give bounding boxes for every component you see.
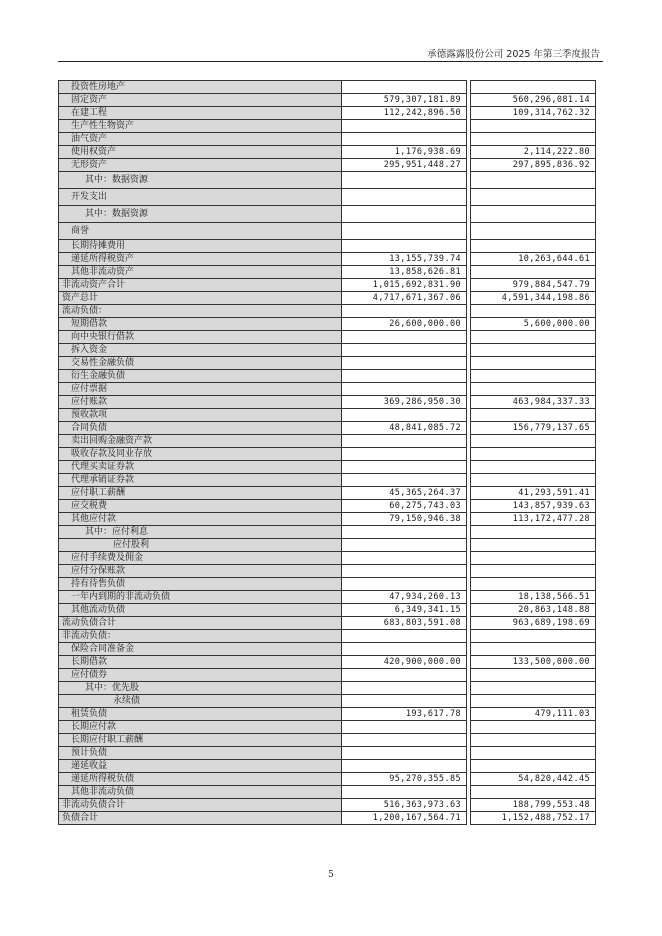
prior-period-value: 463,984,337.33 (471, 396, 596, 409)
table-row (59, 172, 596, 189)
prior-period-value (471, 305, 596, 318)
row-label: 拆入资金 (59, 344, 342, 357)
prior-period-value (471, 578, 596, 591)
table-row (59, 370, 596, 383)
row-label: 卖出回购金融资产款 (59, 435, 342, 448)
current-period-value (342, 206, 467, 223)
current-period-value (342, 370, 467, 383)
table-row (59, 146, 596, 159)
current-period-value: 60,275,743.03 (342, 500, 467, 513)
prior-period-value (471, 721, 596, 734)
prior-period-value: 1,152,488,752.17 (471, 812, 596, 825)
current-period-value (342, 172, 467, 189)
table-row (59, 409, 596, 422)
row-label: 吸收存款及同业存放 (59, 448, 342, 461)
row-label: 代理买卖证券款 (59, 461, 342, 474)
current-period-value (342, 223, 467, 240)
current-period-value (342, 240, 467, 253)
table-row (59, 760, 596, 773)
row-label: 应付手续费及佣金 (59, 552, 342, 565)
table-row (59, 107, 596, 120)
prior-period-value: 4,591,344,198.86 (471, 292, 596, 305)
table-row (59, 578, 596, 591)
prior-period-value (471, 409, 596, 422)
current-period-value: 369,286,950.30 (342, 396, 467, 409)
row-label: 保险合同准备金 (59, 643, 342, 656)
prior-period-value: 156,779,137.65 (471, 422, 596, 435)
current-period-value (342, 81, 467, 94)
table-row (59, 812, 596, 825)
row-label: 应付分保账款 (59, 565, 342, 578)
prior-period-value (471, 357, 596, 370)
table-row (59, 266, 596, 279)
table-row (59, 500, 596, 513)
current-period-value (342, 539, 467, 552)
table-row (59, 94, 596, 107)
current-period-value: 112,242,896.50 (342, 107, 467, 120)
prior-period-value (471, 172, 596, 189)
table-row (59, 617, 596, 630)
current-period-value: 45,365,264.37 (342, 487, 467, 500)
row-label: 应付债券 (59, 669, 342, 682)
prior-period-value: 297,895,836.92 (471, 159, 596, 172)
current-period-value: 1,015,692,831.90 (342, 279, 467, 292)
table-row (59, 552, 596, 565)
prior-period-value (471, 630, 596, 643)
prior-period-value (471, 370, 596, 383)
table-row (59, 630, 596, 643)
prior-period-value: 133,500,000.00 (471, 656, 596, 669)
table-row (59, 159, 596, 172)
prior-period-value (471, 189, 596, 206)
table-row (59, 721, 596, 734)
prior-period-value: 113,172,477.28 (471, 513, 596, 526)
prior-period-value (471, 206, 596, 223)
prior-period-value: 143,857,939.63 (471, 500, 596, 513)
row-label: 无形资产 (59, 159, 342, 172)
current-period-value (342, 357, 467, 370)
row-label: 长期待摊费用 (59, 240, 342, 253)
table-row (59, 396, 596, 409)
prior-period-value (471, 669, 596, 682)
current-period-value (342, 721, 467, 734)
table-row (59, 669, 596, 682)
table-row (59, 292, 596, 305)
row-label: 固定资产 (59, 94, 342, 107)
row-label: 使用权资产 (59, 146, 342, 159)
current-period-value: 1,200,167,564.71 (342, 812, 467, 825)
row-label: 代理承销证券款 (59, 474, 342, 487)
current-period-value: 26,600,000.00 (342, 318, 467, 331)
prior-period-value (471, 383, 596, 396)
table-row (59, 799, 596, 812)
table-row (59, 565, 596, 578)
row-label: 短期借款 (59, 318, 342, 331)
current-period-value (342, 760, 467, 773)
table-row (59, 120, 596, 133)
table-row (59, 344, 596, 357)
current-period-value: 683,803,591.08 (342, 617, 467, 630)
row-label: 非流动负债合计 (59, 799, 342, 812)
current-period-value (342, 526, 467, 539)
row-label: 其他应付款 (59, 513, 342, 526)
prior-period-value (471, 331, 596, 344)
row-label: 其中：数据资源 (59, 206, 342, 223)
table-row (59, 734, 596, 747)
row-label: 永续债 (59, 695, 342, 708)
table-row (59, 318, 596, 331)
current-period-value: 95,270,355.85 (342, 773, 467, 786)
prior-period-value: 479,111.03 (471, 708, 596, 721)
prior-period-value: 560,296,081.14 (471, 94, 596, 107)
prior-period-value: 18,138,566.51 (471, 591, 596, 604)
row-label: 应付股利 (59, 539, 342, 552)
row-label: 负债合计 (59, 812, 342, 825)
table-row (59, 682, 596, 695)
prior-period-value: 5,600,000.00 (471, 318, 596, 331)
prior-period-value (471, 223, 596, 240)
row-label: 交易性金融负债 (59, 357, 342, 370)
row-label: 其他流动负债 (59, 604, 342, 617)
table-row (59, 206, 596, 223)
row-label: 长期应付款 (59, 721, 342, 734)
table-row (59, 695, 596, 708)
page-number: 5 (328, 870, 334, 880)
prior-period-value (471, 695, 596, 708)
table-row (59, 643, 596, 656)
prior-period-value (471, 682, 596, 695)
prior-period-value: 20,863,148.88 (471, 604, 596, 617)
prior-period-value (471, 133, 596, 146)
current-period-value: 79,150,946.38 (342, 513, 467, 526)
row-label: 油气资产 (59, 133, 342, 146)
current-period-value (342, 695, 467, 708)
prior-period-value (471, 539, 596, 552)
row-label: 预计负债 (59, 747, 342, 760)
prior-period-value (471, 474, 596, 487)
prior-period-value (471, 552, 596, 565)
row-label: 应付账款 (59, 396, 342, 409)
table-row (59, 223, 596, 240)
prior-period-value: 10,263,644.61 (471, 253, 596, 266)
row-label: 应付职工薪酬 (59, 487, 342, 500)
current-period-value (342, 120, 467, 133)
table-row (59, 383, 596, 396)
table-row (59, 461, 596, 474)
row-label: 长期应付职工薪酬 (59, 734, 342, 747)
row-label: 在建工程 (59, 107, 342, 120)
prior-period-value (471, 526, 596, 539)
current-period-value: 1,176,938.69 (342, 146, 467, 159)
row-label: 生产性生物资产 (59, 120, 342, 133)
current-period-value: 4,717,671,367.06 (342, 292, 467, 305)
row-label: 应付票据 (59, 383, 342, 396)
current-period-value (342, 747, 467, 760)
current-period-value: 13,155,739.74 (342, 253, 467, 266)
header-rule (58, 61, 603, 62)
current-period-value (342, 409, 467, 422)
row-label: 递延收益 (59, 760, 342, 773)
table-row (59, 448, 596, 461)
row-label: 递延所得税资产 (59, 253, 342, 266)
current-period-value (342, 305, 467, 318)
row-label: 资产总计 (59, 292, 342, 305)
table-row (59, 305, 596, 318)
current-period-value (342, 331, 467, 344)
row-label: 其中：优先股 (59, 682, 342, 695)
current-period-value: 6,349,341.15 (342, 604, 467, 617)
row-label: 其他非流动负债 (59, 786, 342, 799)
current-period-value (342, 786, 467, 799)
report-header-title: 承德露露股份公司 2025 年第三季度报告 (427, 49, 600, 60)
current-period-value: 516,363,973.63 (342, 799, 467, 812)
current-period-value (342, 448, 467, 461)
table-row (59, 357, 596, 370)
row-label: 开发支出 (59, 189, 342, 206)
table-row (59, 487, 596, 500)
current-period-value: 13,858,626.81 (342, 266, 467, 279)
prior-period-value: 2,114,222.80 (471, 146, 596, 159)
table-row (59, 747, 596, 760)
row-label: 租赁负债 (59, 708, 342, 721)
current-period-value (342, 565, 467, 578)
row-label: 预收款项 (59, 409, 342, 422)
table-row (59, 253, 596, 266)
current-period-value (342, 133, 467, 146)
current-period-value (342, 383, 467, 396)
row-label: 商誉 (59, 223, 342, 240)
prior-period-value (471, 344, 596, 357)
prior-period-value (471, 760, 596, 773)
table-row (59, 435, 596, 448)
prior-period-value: 41,293,591.41 (471, 487, 596, 500)
table-row (59, 708, 596, 721)
current-period-value (342, 344, 467, 357)
table-row (59, 133, 596, 146)
current-period-value (342, 682, 467, 695)
row-label: 投资性房地产 (59, 81, 342, 94)
prior-period-value: 979,884,547.79 (471, 279, 596, 292)
current-period-value (342, 435, 467, 448)
row-label: 衍生金融负债 (59, 370, 342, 383)
prior-period-value (471, 461, 596, 474)
current-period-value (342, 552, 467, 565)
prior-period-value (471, 120, 596, 133)
current-period-value: 47,934,260.13 (342, 591, 467, 604)
row-label: 持有待售负债 (59, 578, 342, 591)
current-period-value (342, 461, 467, 474)
table-row (59, 81, 596, 94)
prior-period-value: 54,820,442.45 (471, 773, 596, 786)
prior-period-value (471, 448, 596, 461)
table-row (59, 513, 596, 526)
table-row (59, 279, 596, 292)
prior-period-value (471, 565, 596, 578)
prior-period-value (471, 435, 596, 448)
prior-period-value: 109,314,762.32 (471, 107, 596, 120)
table-row (59, 656, 596, 669)
table-row (59, 526, 596, 539)
row-label: 长期借款 (59, 656, 342, 669)
table-row (59, 331, 596, 344)
current-period-value (342, 189, 467, 206)
table-row (59, 189, 596, 206)
current-period-value: 193,617.78 (342, 708, 467, 721)
row-label: 流动负债合计 (59, 617, 342, 630)
table-row (59, 591, 596, 604)
row-label: 应交税费 (59, 500, 342, 513)
table-row (59, 786, 596, 799)
row-label: 非流动资产合计 (59, 279, 342, 292)
current-period-value (342, 578, 467, 591)
current-period-value (342, 643, 467, 656)
current-period-value (342, 669, 467, 682)
table-row (59, 422, 596, 435)
row-label: 一年内到期的非流动负债 (59, 591, 342, 604)
table-row (59, 539, 596, 552)
row-label: 流动负债： (59, 305, 342, 318)
prior-period-value (471, 786, 596, 799)
prior-period-value (471, 266, 596, 279)
prior-period-value (471, 747, 596, 760)
current-period-value: 579,307,181.89 (342, 94, 467, 107)
prior-period-value (471, 734, 596, 747)
current-period-value: 420,900,000.00 (342, 656, 467, 669)
current-period-value (342, 474, 467, 487)
row-label: 其他非流动资产 (59, 266, 342, 279)
table-row (59, 773, 596, 786)
row-label: 其中：数据资源 (59, 172, 342, 189)
table-row (59, 474, 596, 487)
current-period-value (342, 630, 467, 643)
row-label: 合同负债 (59, 422, 342, 435)
row-label: 非流动负债： (59, 630, 342, 643)
balance-sheet-table (58, 80, 596, 825)
prior-period-value (471, 643, 596, 656)
row-label: 其中：应付利息 (59, 526, 342, 539)
current-period-value (342, 734, 467, 747)
prior-period-value (471, 81, 596, 94)
current-period-value: 48,841,085.72 (342, 422, 467, 435)
row-label: 递延所得税负债 (59, 773, 342, 786)
table-row (59, 240, 596, 253)
prior-period-value (471, 240, 596, 253)
row-label: 向中央银行借款 (59, 331, 342, 344)
prior-period-value: 188,799,553.48 (471, 799, 596, 812)
prior-period-value: 963,689,198.69 (471, 617, 596, 630)
current-period-value: 295,951,448.27 (342, 159, 467, 172)
table-row (59, 604, 596, 617)
